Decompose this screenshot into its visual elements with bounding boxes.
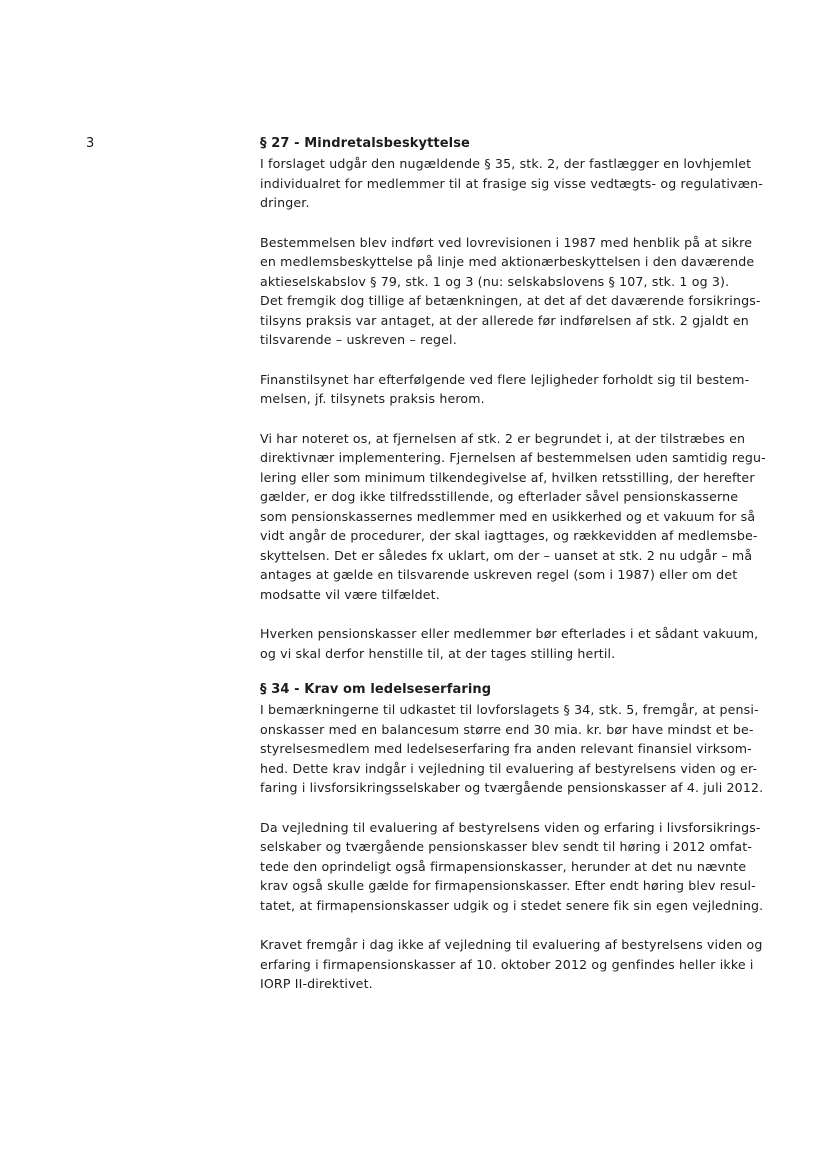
text-line: lering eller som minimum tilkendegivelse af, hvilken retsstilling, der herefter [260, 469, 755, 485]
text-line: Det fremgik dog tillige af betænkningen, at det af det daværende forsikrings- [260, 293, 761, 308]
text-line: direktivnær implementering. Fjernelsen af bestemmelsen uden samtidig regu- [260, 450, 766, 465]
text-line: Da vejledning til evaluering af bestyrelsens viden og erfaring i livsforsikrings- [260, 819, 761, 835]
paragraph [260, 624, 760, 663]
text-line: tede den oprindeligt også firmapensionskasser, herunder at det nu nævnte [260, 858, 747, 874]
text-line: Bestemmelsen blev indført ved lovrevisionen i 1987 med henblik på at sikre [260, 234, 753, 250]
text-line: erfaring i firmapensionskasser af 10. oktober 2012 og genfindes heller ikke i [260, 956, 754, 972]
text-line: skyttelsen. Det er således fx uklart, om der – uanset at stk. 2 nu udgår – må [260, 547, 753, 563]
text-line: tilsvarende – uskreven – regel. [260, 332, 457, 347]
text-line: melsen, jf. tilsynets praksis herom. [260, 391, 485, 406]
text-line: Finanstilsynet har efterfølgende ved flere lejligheder forholdt sig til bestem- [260, 371, 750, 387]
text-line: individualret for medlemmer til at frasige sig visse vedtægts- og regulativæn- [260, 175, 763, 191]
paragraph [260, 370, 760, 409]
section-heading: § 34 - Krav om ledelseserfaring [260, 682, 492, 697]
text-line: gælder, er dog ikke tilfredsstillende, og efterlader såvel pensionskasserne [260, 489, 739, 504]
page-number: 3 [86, 136, 95, 151]
text-line: modsatte vil være tilfældet. [260, 586, 440, 602]
text-line: antages at gælde en tilsvarende uskreven regel (som i 1987) eller om det [260, 567, 738, 582]
text-line: tatet, at firmapensionskasser udgik og i stedet senere fik sin egen vejledning. [260, 897, 764, 913]
text-line: og vi skal derfor henstille til, at der tages stilling hertil. [260, 645, 616, 661]
paragraph [260, 429, 766, 605]
text-line: faring i livsforsikringsselskaber og tværgående pensionskasser af 4. juli 2012. [260, 780, 764, 795]
paragraph [260, 818, 764, 916]
text-line: I forslaget udgår den nugældende § 35, stk. 2, der fastlægger en lovhjemlet [260, 156, 752, 171]
text-line: Kravet fremgår i dag ikke af vejledning til evaluering af bestyrelsens viden og [260, 937, 763, 952]
text-line: Vi har noteret os, at fjernelsen af stk. 2 er begrundet i, at der tilstræbes en [260, 430, 746, 446]
section-heading: § 27 - Mindretalsbeskyttelse [260, 136, 470, 151]
text-line: onskasser med en balancesum større end 30 mia. kr. bør have mindst et be- [260, 721, 754, 737]
paragraph [260, 935, 763, 994]
paragraph [260, 700, 764, 798]
text-line: som pensionskassernes medlemmer med en usikkerhed og et vakuum for så [260, 508, 756, 524]
text-line: krav også skulle gælde for firmapensionskasser. Efter endt høring blev resul- [260, 878, 756, 893]
text-line: dringer. [260, 195, 310, 210]
text-line: Hverken pensionskasser eller medlemmer bør efterlades i et sådant vakuum, [260, 626, 759, 641]
text-line: hed. Dette krav indgår i vejledning til evaluering af bestyrelsens viden og er- [260, 760, 758, 776]
text-line: selskaber og tværgående pensionskasser blev sendt til høring i 2012 omfat- [260, 839, 753, 854]
paragraph [260, 154, 763, 213]
text-line: en medlemsbeskyttelse på linje med aktionærbeskyttelsen i den daværende [260, 254, 755, 269]
document-body [260, 134, 766, 994]
text-line: tilsyns praksis var antaget, at der allerede før indførelsen af stk. 2 gjaldt en [260, 312, 749, 328]
text-line: styrelsesmedlem med ledelseserfaring fra anden relevant finansiel virksom- [260, 741, 752, 756]
paragraph [260, 233, 760, 350]
text-line: IORP II-direktivet. [260, 976, 373, 991]
text-line: I bemærkningerne til udkastet til lovforslagets § 34, stk. 5, fremgår, at pensi- [260, 702, 759, 717]
text-line: aktieselskabslov § 79, stk. 1 og 3 (nu: selskabslovens § 107, stk. 1 og 3). [260, 273, 730, 289]
text-line: vidt angår de procedurer, der skal iagttages, og rækkevidden af medlemsbe- [260, 528, 758, 543]
